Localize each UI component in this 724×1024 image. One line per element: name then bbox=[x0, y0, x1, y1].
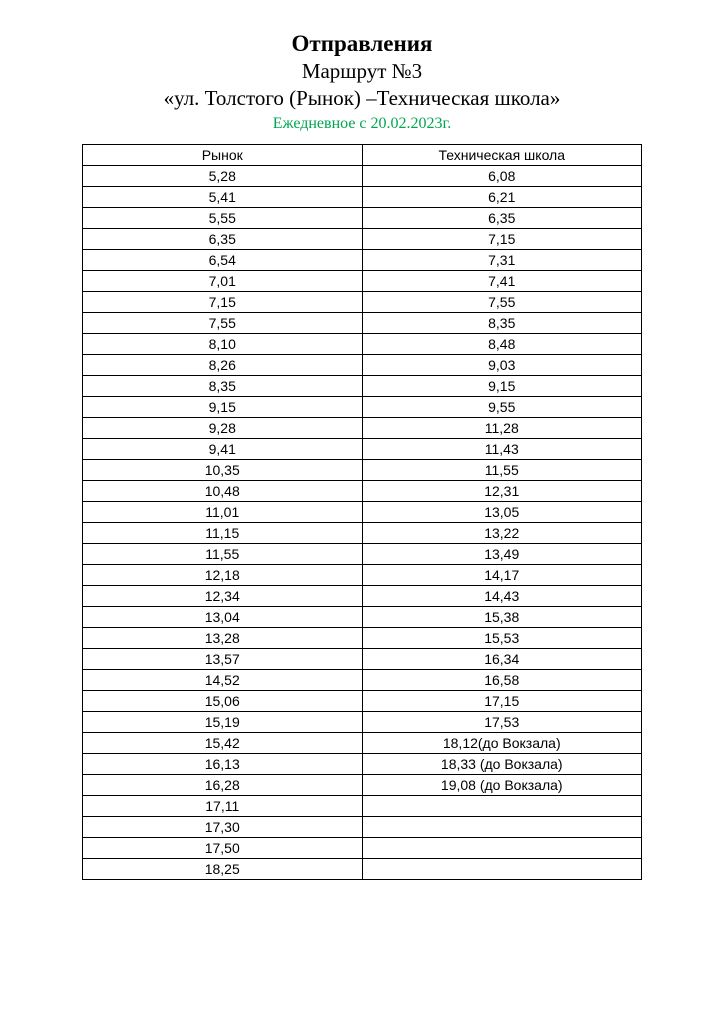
table-cell: 11,01 bbox=[83, 502, 363, 523]
table-cell: 14,43 bbox=[362, 586, 642, 607]
table-cell: 8,26 bbox=[83, 355, 363, 376]
table-cell: 9,15 bbox=[83, 397, 363, 418]
table-row bbox=[83, 229, 642, 250]
table-cell: 7,31 bbox=[362, 250, 642, 271]
table-row bbox=[83, 271, 642, 292]
table-cell: 16,34 bbox=[362, 649, 642, 670]
table-row bbox=[83, 481, 642, 502]
table-cell: 18,25 bbox=[83, 859, 363, 880]
table-cell: 7,15 bbox=[83, 292, 363, 313]
table-cell: 15,53 bbox=[362, 628, 642, 649]
table-cell: 12,34 bbox=[83, 586, 363, 607]
table-row bbox=[83, 607, 642, 628]
table-cell: 6,35 bbox=[83, 229, 363, 250]
table-row bbox=[83, 817, 642, 838]
table-cell: 9,41 bbox=[83, 439, 363, 460]
table-cell: 5,55 bbox=[83, 208, 363, 229]
table-row bbox=[83, 628, 642, 649]
table-cell: 18,12(до Вокзала) bbox=[362, 733, 642, 754]
column-header-rynok: Рынок bbox=[83, 145, 363, 166]
table-cell: 11,28 bbox=[362, 418, 642, 439]
table-cell: 9,55 bbox=[362, 397, 642, 418]
departure-schedule-table bbox=[82, 144, 642, 880]
table-row bbox=[83, 397, 642, 418]
table-row bbox=[83, 775, 642, 796]
table-cell: 15,42 bbox=[83, 733, 363, 754]
table-row bbox=[83, 691, 642, 712]
table-cell: 14,52 bbox=[83, 670, 363, 691]
table-cell: 8,10 bbox=[83, 334, 363, 355]
table-row bbox=[83, 712, 642, 733]
table-row bbox=[83, 796, 642, 817]
route-number: Маршрут №3 bbox=[301, 58, 423, 83]
table-cell: 18,33 (до Вокзала) bbox=[362, 754, 642, 775]
table-cell: 10,35 bbox=[83, 460, 363, 481]
table-row bbox=[83, 439, 642, 460]
table-cell: 15,19 bbox=[83, 712, 363, 733]
table-cell: 9,28 bbox=[83, 418, 363, 439]
table-row bbox=[83, 838, 642, 859]
table-cell: 13,22 bbox=[362, 523, 642, 544]
table-row bbox=[83, 859, 642, 880]
table-cell: 13,05 bbox=[362, 502, 642, 523]
table-row bbox=[83, 460, 642, 481]
table-cell: 14,17 bbox=[362, 565, 642, 586]
table-cell: 6,21 bbox=[362, 187, 642, 208]
table-cell: 15,06 bbox=[83, 691, 363, 712]
table-row bbox=[83, 670, 642, 691]
table-cell bbox=[362, 796, 642, 817]
table-cell: 7,55 bbox=[362, 292, 642, 313]
table-cell: 9,03 bbox=[362, 355, 642, 376]
table-cell: 16,28 bbox=[83, 775, 363, 796]
table-row bbox=[83, 376, 642, 397]
table-cell: 11,15 bbox=[83, 523, 363, 544]
table-row bbox=[83, 418, 642, 439]
table-cell: 17,30 bbox=[83, 817, 363, 838]
table-cell: 7,01 bbox=[83, 271, 363, 292]
table-cell: 13,49 bbox=[362, 544, 642, 565]
table-cell: 10,48 bbox=[83, 481, 363, 502]
table-cell: 19,08 (до Вокзала) bbox=[362, 775, 642, 796]
table-cell: 8,35 bbox=[83, 376, 363, 397]
table-row bbox=[83, 754, 642, 775]
table-cell bbox=[362, 817, 642, 838]
table-cell: 13,28 bbox=[83, 628, 363, 649]
table-row bbox=[83, 649, 642, 670]
table-row bbox=[83, 166, 642, 187]
table-row bbox=[83, 733, 642, 754]
schedule-table-body bbox=[83, 166, 642, 880]
table-cell: 11,55 bbox=[362, 460, 642, 481]
table-row bbox=[83, 313, 642, 334]
table-row bbox=[83, 208, 642, 229]
table-cell: 17,11 bbox=[83, 796, 363, 817]
table-cell: 17,53 bbox=[362, 712, 642, 733]
table-cell: 16,58 bbox=[362, 670, 642, 691]
table-cell: 8,35 bbox=[362, 313, 642, 334]
table-row bbox=[83, 586, 642, 607]
table-row bbox=[83, 187, 642, 208]
table-cell: 8,48 bbox=[362, 334, 642, 355]
validity-note: Ежедневное с 20.02.2023г. bbox=[272, 115, 452, 133]
column-header-tech-school: Техническая школа bbox=[362, 145, 642, 166]
table-cell: 11,43 bbox=[362, 439, 642, 460]
table-cell: 13,04 bbox=[83, 607, 363, 628]
page-title: Отправления bbox=[291, 31, 433, 56]
table-header-row bbox=[83, 145, 642, 166]
table-cell: 5,41 bbox=[83, 187, 363, 208]
table-cell: 5,28 bbox=[83, 166, 363, 187]
table-row bbox=[83, 250, 642, 271]
table-row bbox=[83, 523, 642, 544]
route-description: «ул. Толстого (Рынок) –Техническая школа» bbox=[163, 85, 561, 110]
table-row bbox=[83, 355, 642, 376]
table-cell: 17,50 bbox=[83, 838, 363, 859]
table-cell bbox=[362, 859, 642, 880]
table-row bbox=[83, 565, 642, 586]
table-cell: 6,08 bbox=[362, 166, 642, 187]
table-row bbox=[83, 334, 642, 355]
table-cell: 11,55 bbox=[83, 544, 363, 565]
table-cell bbox=[362, 838, 642, 859]
table-cell: 16,13 bbox=[83, 754, 363, 775]
table-cell: 7,41 bbox=[362, 271, 642, 292]
table-cell: 12,18 bbox=[83, 565, 363, 586]
table-cell: 17,15 bbox=[362, 691, 642, 712]
table-row bbox=[83, 292, 642, 313]
table-cell: 12,31 bbox=[362, 481, 642, 502]
table-cell: 15,38 bbox=[362, 607, 642, 628]
table-cell: 6,54 bbox=[83, 250, 363, 271]
table-cell: 9,15 bbox=[362, 376, 642, 397]
table-cell: 6,35 bbox=[362, 208, 642, 229]
table-row bbox=[83, 544, 642, 565]
table-cell: 13,57 bbox=[83, 649, 363, 670]
table-cell: 7,55 bbox=[83, 313, 363, 334]
table-row bbox=[83, 502, 642, 523]
table-cell: 7,15 bbox=[362, 229, 642, 250]
